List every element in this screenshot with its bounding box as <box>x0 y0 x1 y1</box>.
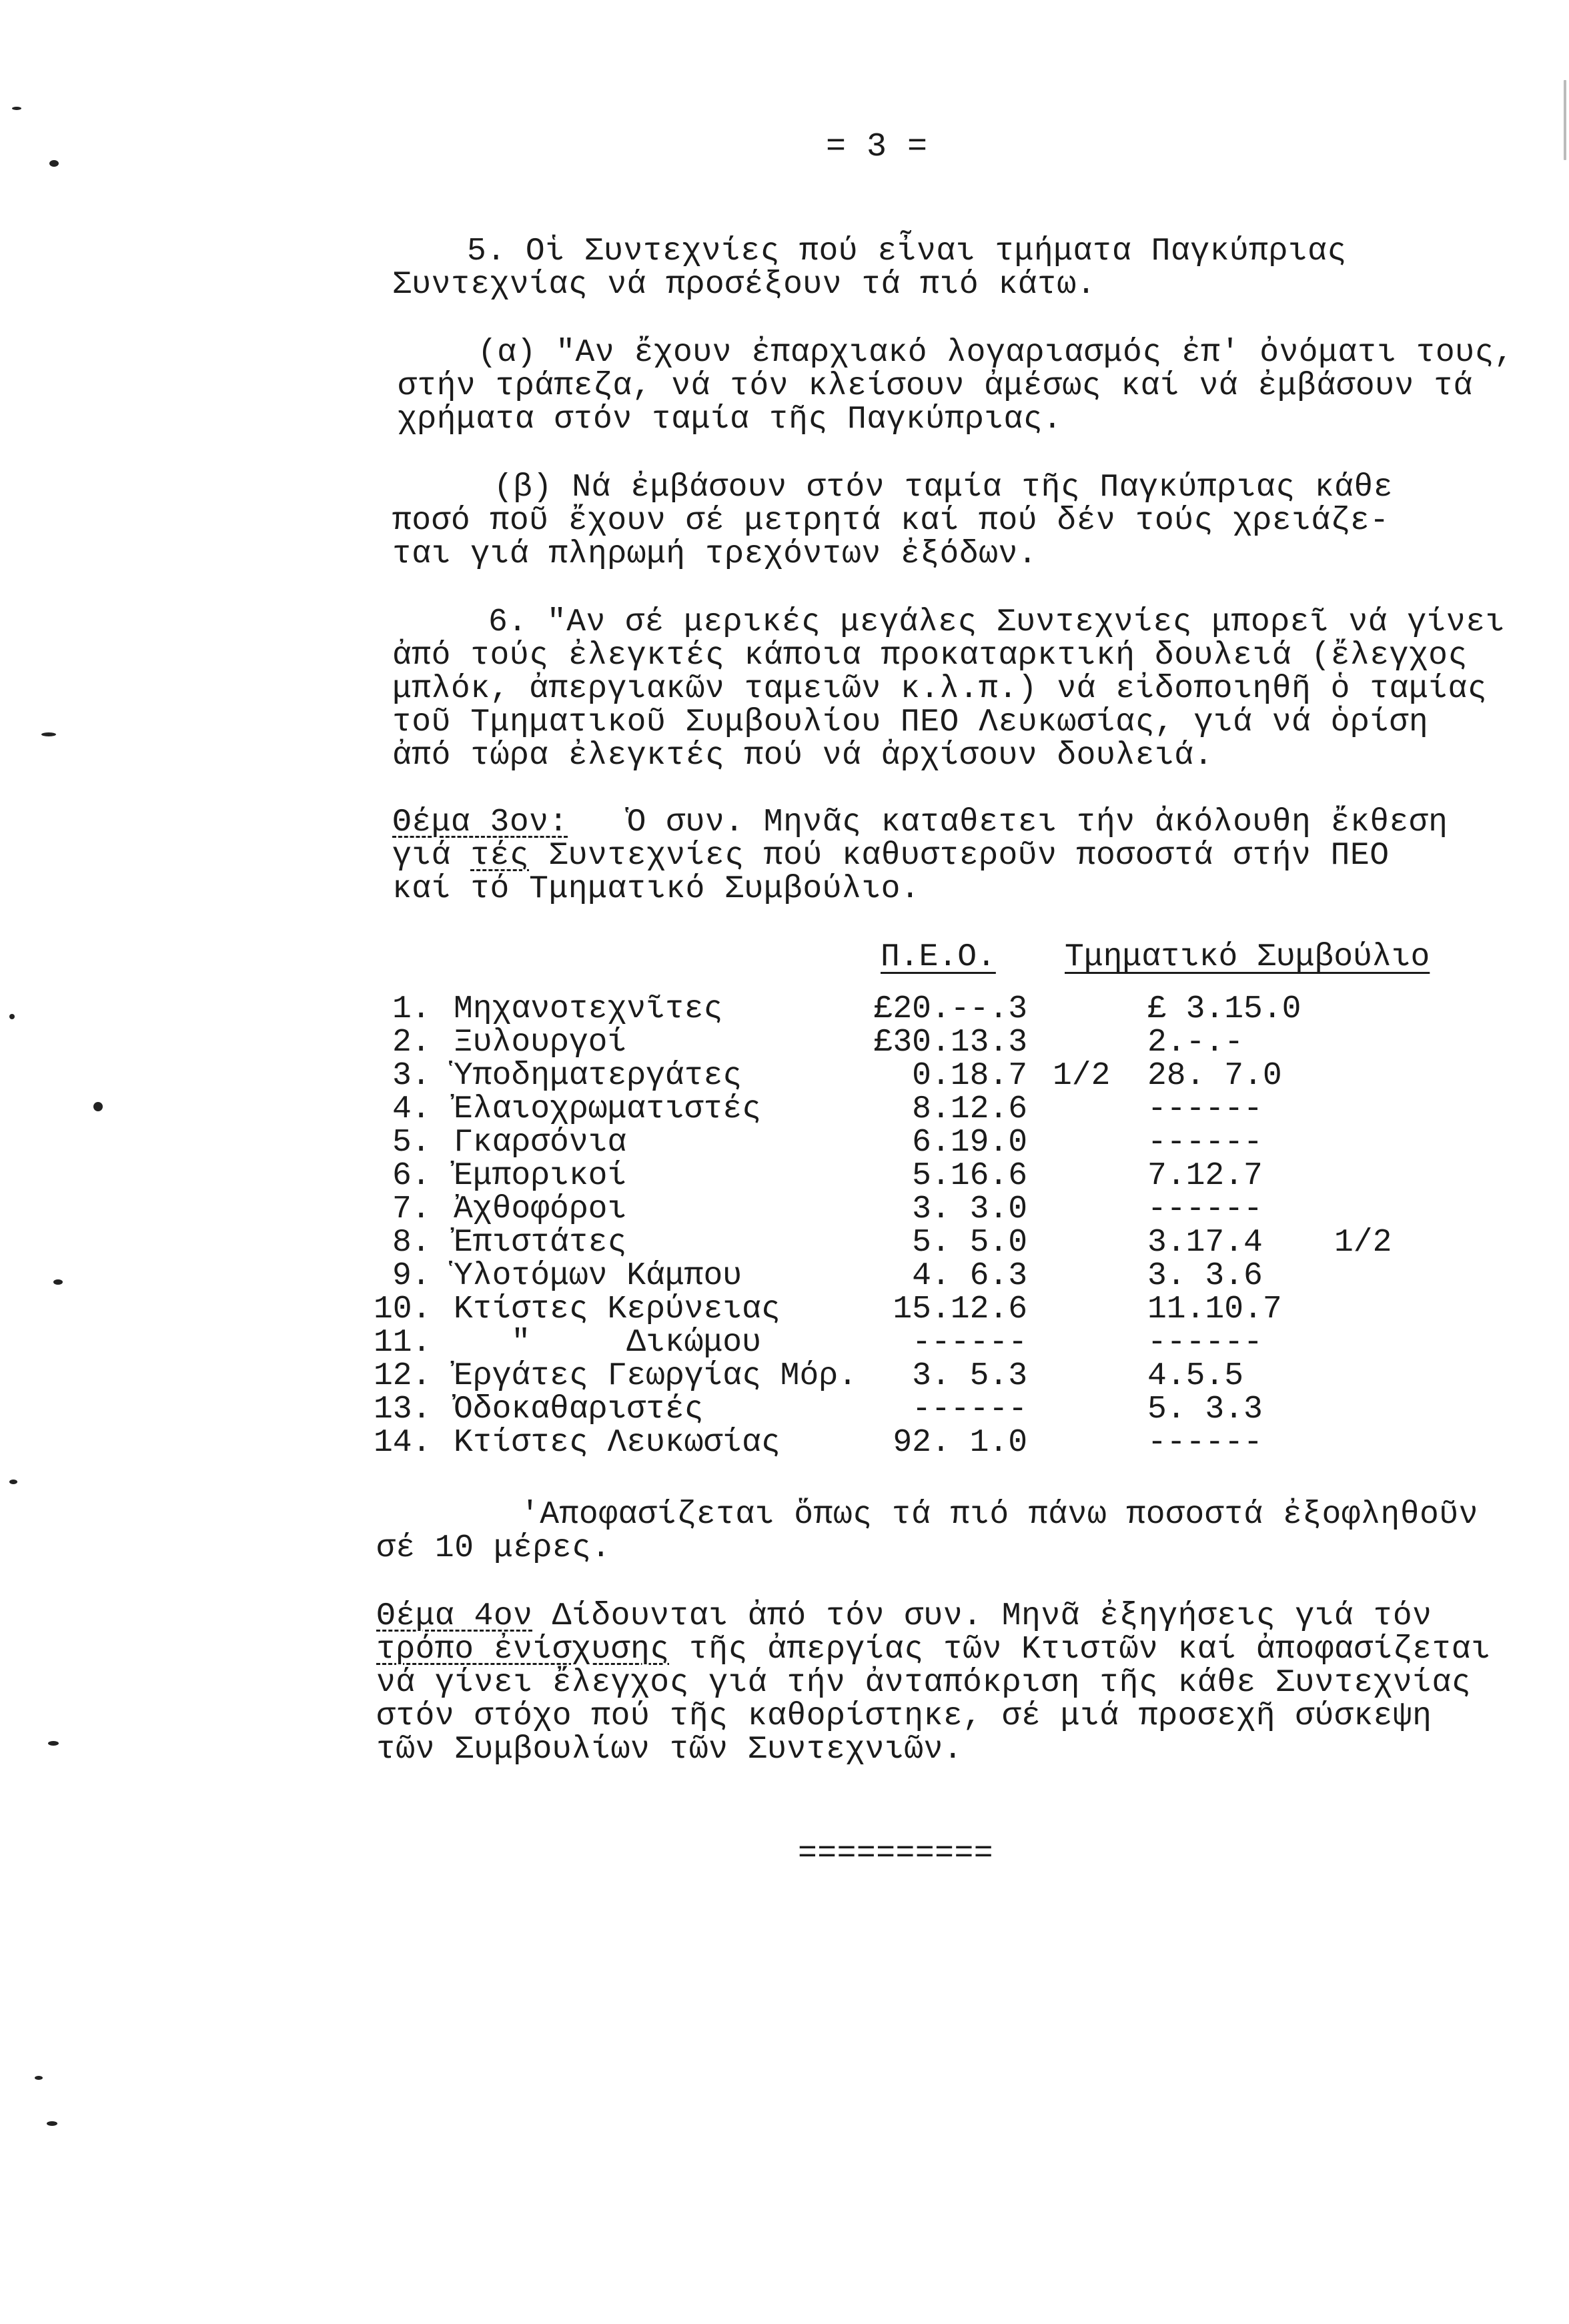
row-peo-amount: ------ <box>912 1391 1027 1427</box>
row-union-name: Ὀδοκαθαριστές <box>454 1391 704 1427</box>
scan-speck <box>53 1279 63 1285</box>
row-number: 1. <box>392 991 431 1027</box>
row-peo-amount: 5.16.6 <box>912 1158 1027 1194</box>
row-number: 8. <box>392 1225 431 1261</box>
row-union-name: Ξυλουργοί <box>454 1025 627 1061</box>
column-header-peo: Π.Ε.Ο. <box>881 939 996 975</box>
row-peo-amount: 4. 6.3 <box>912 1258 1027 1294</box>
row-number: 12. <box>374 1358 432 1394</box>
topic-3-line-2-pre: γιά <box>392 838 471 874</box>
scan-speck <box>41 732 56 736</box>
item-5b-line-2: ποσό ποῦ ἔχουν σέ μετρητά καί πού δέν τούς χρειάζε- <box>392 503 1390 539</box>
item-5b-line-3: ται γιά πληρωμή τρεχόντων ἐξόδων. <box>392 536 1038 572</box>
row-council-amount: 11.10.7 <box>1147 1291 1282 1327</box>
item-6-line-4: τοῦ Τμηματικοῦ Συμβουλίου ΠΕΟ Λευκωσίας, γιά νά ὁρίση <box>392 704 1429 740</box>
row-council-amount: 4.5.5 <box>1147 1358 1244 1394</box>
item-5b-line-1: (β) Νά ἐμβάσουν στόν ταμία τῆς Παγκύπριας κάθε <box>494 470 1394 506</box>
topic-4-label: Θέμα 4ον <box>376 1598 533 1634</box>
topic-4-line-5: τῶν Συμβουλίων τῶν Συντεχνιῶν. <box>376 1732 963 1768</box>
row-council-amount: 2.-.- <box>1147 1025 1244 1061</box>
row-union-name: Ἐμπορικοί <box>454 1158 627 1194</box>
row-peo-amount: 0.18.7 <box>912 1058 1027 1094</box>
row-number: 5. <box>392 1125 431 1161</box>
row-union-name: Ἐλαιοχρωματιστές <box>454 1091 761 1127</box>
item-6-line-3: μπλόκ, ἀπεργιακῶν ταμειῶν κ.λ.π.) νά εἰδοποιηθῆ ὁ ταμίας <box>392 671 1488 707</box>
row-union-name: Ἐπιστάτες <box>454 1225 627 1261</box>
decision-line-1: 'Αποφασίζεται ὅπως τά πιό πάνω ποσοστά ἐξοφληθοῦν <box>520 1497 1478 1533</box>
topic-3-line-2-underlined: τές <box>470 838 530 874</box>
scan-speck <box>48 1741 59 1746</box>
row-council-amount: ------ <box>1147 1125 1263 1161</box>
scan-speck <box>12 107 21 110</box>
row-peo-amount: 6.19.0 <box>912 1125 1027 1161</box>
topic-4-line-4: στόν στόχο πού τῆς καθορίστηκε, σέ μιά προσεχῆ σύσκεψη <box>376 1698 1432 1734</box>
scan-speck <box>9 1480 17 1484</box>
row-peo-amount: £30.13.3 <box>873 1025 1027 1061</box>
page-number-header: = 3 = <box>826 128 928 166</box>
item-5a-line-2: στήν τράπεζα, νά τόν κλείσουν ἀμέσως καί νά ἐμβάσουν τά <box>398 368 1473 404</box>
item-5a-line-1: (α) "Αν ἔχουν ἐπαρχιακό λογαριασμός ἐπ' ὀνόματι τους, <box>478 335 1514 371</box>
item-6-line-2: ἀπό τούς ἐλεγκτές κάποια προκαταρκτική δουλειά (ἔλεγχος <box>392 638 1468 674</box>
row-council-amount: 28. 7.0 <box>1147 1058 1282 1094</box>
row-union-name: Ὑποδηματεργάτες <box>454 1058 742 1094</box>
row-council-amount: ------ <box>1147 1425 1263 1461</box>
item-5-line-1: 5. Οἱ Συντεχνίες πού εἶναι τμήματα Παγκύπριας <box>467 233 1347 269</box>
row-peo-amount: £20.--.3 <box>873 991 1027 1027</box>
row-number: 2. <box>392 1025 431 1061</box>
scan-speck <box>35 2076 43 2080</box>
scan-speck <box>1564 80 1566 160</box>
row-council-amount: ------ <box>1147 1091 1263 1127</box>
row-peo-amount: 3. 3.0 <box>912 1191 1027 1227</box>
row-union-name: Μηχανοτεχνῖτες <box>454 991 723 1027</box>
row-number: 13. <box>374 1391 432 1427</box>
scan-speck <box>93 1102 103 1111</box>
row-number: 14. <box>374 1425 432 1461</box>
topic-3-line-3: καί τό Τμηματικό Συμβούλιο. <box>392 871 921 907</box>
topic-4-intro: Δίδουνται ἀπό τόν συν. Μηνᾶ ἐξηγήσεις γιά τόν <box>532 1598 1432 1634</box>
scan-speck <box>49 160 59 167</box>
row-union-name: Ἀχθοφόροι <box>454 1191 627 1227</box>
topic-4-line-1 <box>376 1600 1432 1633</box>
topic-3-line-2 <box>392 839 1390 873</box>
row-council-amount: ------ <box>1147 1325 1263 1361</box>
item-5a-line-3: χρήματα στόν ταμία τῆς Παγκύπριας. <box>398 402 1063 438</box>
topic-4-line-2-rest: τῆς ἀπεργίας τῶν Κτιστῶν καί ἀποφασίζεται <box>669 1632 1491 1668</box>
row-council-amount: 5. 3.3 <box>1147 1391 1263 1427</box>
item-6-line-1: 6. "Αν σέ μερικές μεγάλες Συντεχνίες μπορεῖ νά γίνει <box>488 604 1505 640</box>
row-number: 6. <box>392 1158 431 1194</box>
closing-rule: ========== <box>798 1836 994 1872</box>
row-peo-amount: 15.12.6 <box>893 1291 1027 1327</box>
row-union-name: Ἐργάτες Γεωργίας Μόρ. <box>454 1358 857 1394</box>
row-council-amount: 3.17.4 <box>1147 1225 1263 1261</box>
row-council-amount: 7.12.7 <box>1147 1158 1263 1194</box>
topic-3-line-2-rest: Συντεχνίες πού καθυστεροῦν ποσοστά στήν ΠΕΟ <box>529 838 1390 874</box>
row-peo-amount: ------ <box>912 1325 1027 1361</box>
item-6-line-5: ἀπό τώρα ἐλεγκτές πού νά ἀρχίσουν δουλειά. <box>392 738 1213 774</box>
row-union-name: Ὑλοτόμων Κάμπου <box>454 1258 742 1294</box>
row-peo-amount: 3. 5.3 <box>912 1358 1027 1394</box>
topic-3-line-1 <box>392 806 1448 839</box>
topic-4-line-2-underlined: τρόπο ἐνίσχυσης <box>376 1632 670 1668</box>
row-peo-amount: 92. 1.0 <box>893 1425 1027 1461</box>
row-union-name: Γκαρσόνια <box>454 1125 627 1161</box>
topic-4-line-3: νά γίνει ἔλεγχος γιά τήν ἀνταπόκριση τῆς κάθε Συντεχνίας <box>376 1665 1472 1701</box>
row-number: 7. <box>392 1191 431 1227</box>
row-number: 9. <box>392 1258 431 1294</box>
decision-line-2: σέ 10 μέρες. <box>376 1530 611 1566</box>
item-5-line-2: Συντεχνίας νά προσέξουν τά πιό κάτω. <box>392 267 1096 303</box>
row-union-name: Κτίστες Κερύνειας <box>454 1291 780 1327</box>
row-peo-amount: 8.12.6 <box>912 1091 1027 1127</box>
topic-4-line-2 <box>376 1633 1490 1666</box>
row-number: 11. <box>374 1325 432 1361</box>
topic-3-label: Θέμα 3ον: <box>392 804 568 840</box>
scan-speck <box>47 2121 57 2126</box>
topic-3-intro: Ὁ συν. Μηνᾶς καταθετει τήν ἀκόλουθη ἔκθεση <box>568 804 1448 840</box>
scan-speck <box>9 1014 15 1019</box>
row-peo-amount: 5. 5.0 <box>912 1225 1027 1261</box>
row-council-amount: £ 3.15.0 <box>1147 991 1301 1027</box>
row-union-name: Κτίστες Λευκωσίας <box>454 1425 780 1461</box>
row-number: 10. <box>374 1291 432 1327</box>
row-number: 4. <box>392 1091 431 1127</box>
row-council-amount: 3. 3.6 <box>1147 1258 1263 1294</box>
row-number: 3. <box>392 1058 431 1094</box>
row-union-name: " Δικώμου <box>454 1325 761 1361</box>
row-council-fraction: 1/2 <box>1334 1225 1392 1261</box>
row-peo-fraction: 1/2 <box>1053 1058 1111 1094</box>
row-council-amount: ------ <box>1147 1191 1263 1227</box>
column-header-council: Τμηματικό Συμβούλιο <box>1065 939 1430 975</box>
